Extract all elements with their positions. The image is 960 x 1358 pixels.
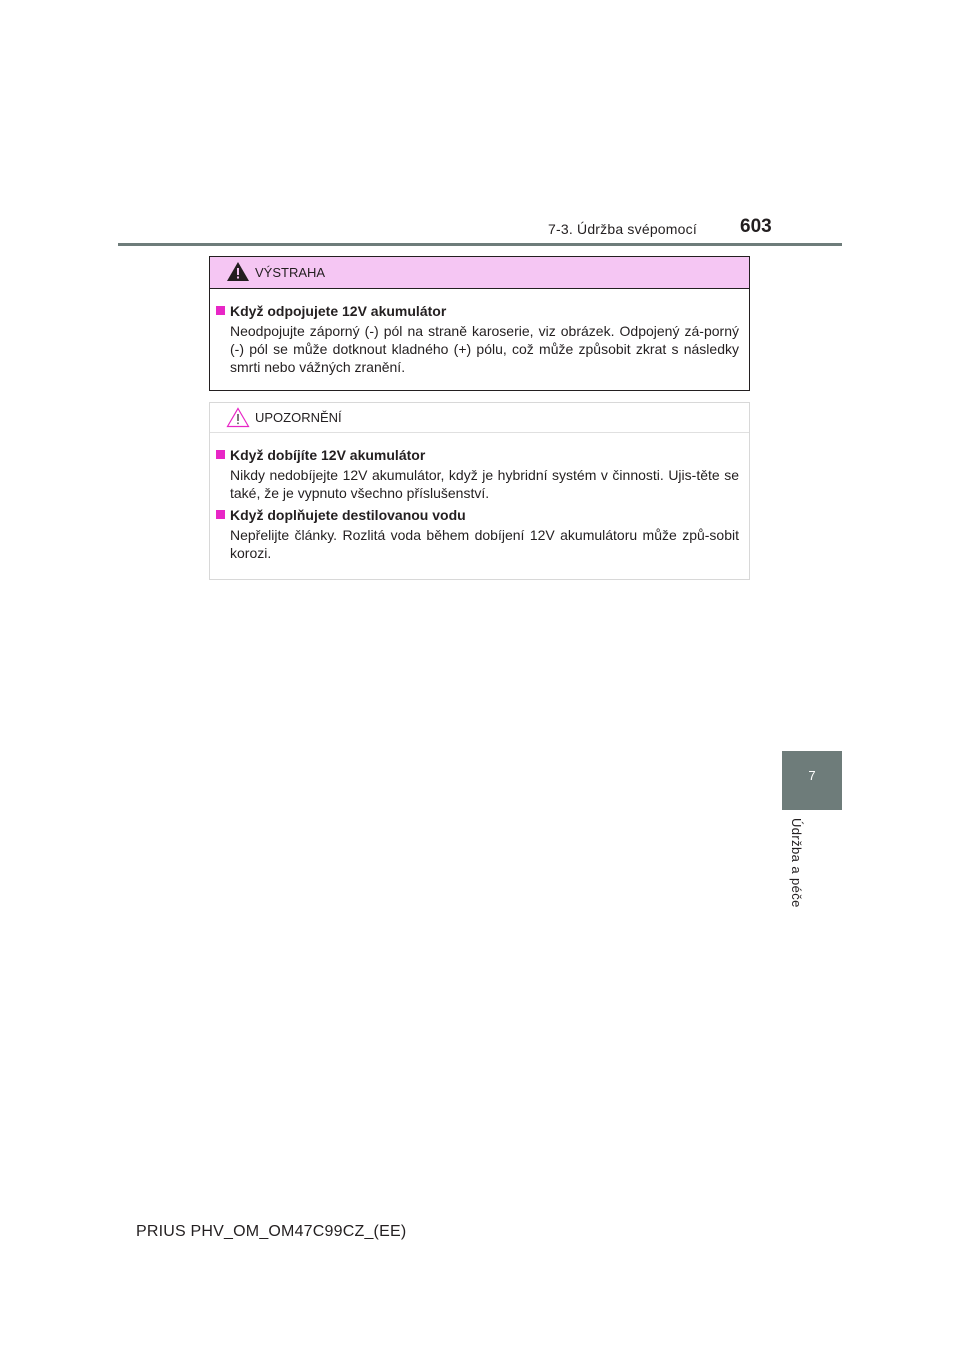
caution-label: UPOZORNĚNÍ	[255, 410, 342, 425]
document-id: PRIUS PHV_OM_OM47C99CZ_(EE)	[136, 1223, 407, 1240]
warning-item-text: Neodpojujte záporný (-) pól na straně karoserie, viz obrázek. Odpojený zá-porný (-) pól se může dotknout kladného (+) pólu, což může způsobit zkrat s následky smrti nebo vážných zranění.	[230, 323, 739, 375]
chapter-tab	[782, 751, 842, 810]
caution-body	[210, 433, 749, 562]
warning-triangle-outline-icon	[226, 407, 250, 428]
bullet-square-icon	[216, 510, 225, 519]
warning-box	[209, 256, 750, 391]
caution-header	[210, 403, 749, 433]
caution-item	[210, 506, 739, 562]
section-title: 7-3. Údržba svépomocí	[548, 221, 697, 237]
chapter-number: 7	[808, 768, 816, 783]
chapter-title: Údržba a péče	[789, 818, 804, 908]
warning-item	[210, 302, 739, 376]
caution-item-title: Když dobíjíte 12V akumulátor	[230, 447, 426, 463]
warning-item-title: Když odpojujete 12V akumulátor	[230, 303, 447, 319]
caution-item-text: Nepřelijte články. Rozlitá voda během dobíjení 12V akumulátoru může způ-sobit korozi.	[230, 527, 739, 561]
caution-item-title: Když doplňujete destilovanou vodu	[230, 507, 466, 523]
caution-box	[209, 402, 750, 580]
caution-item	[210, 446, 739, 502]
bullet-square-icon	[216, 306, 225, 315]
warning-label: VÝSTRAHA	[255, 265, 326, 280]
warning-body	[210, 289, 749, 376]
header-divider	[118, 243, 842, 246]
page-number: 603	[740, 216, 772, 237]
warning-triangle-filled-icon	[226, 261, 250, 282]
bullet-square-icon	[216, 450, 225, 459]
warning-header	[210, 257, 749, 289]
caution-item-text: Nikdy nedobíjejte 12V akumulátor, když je hybridní systém v činnosti. Ujis-těte se také, že je vypnuto všechno příslušenství.	[230, 467, 739, 501]
